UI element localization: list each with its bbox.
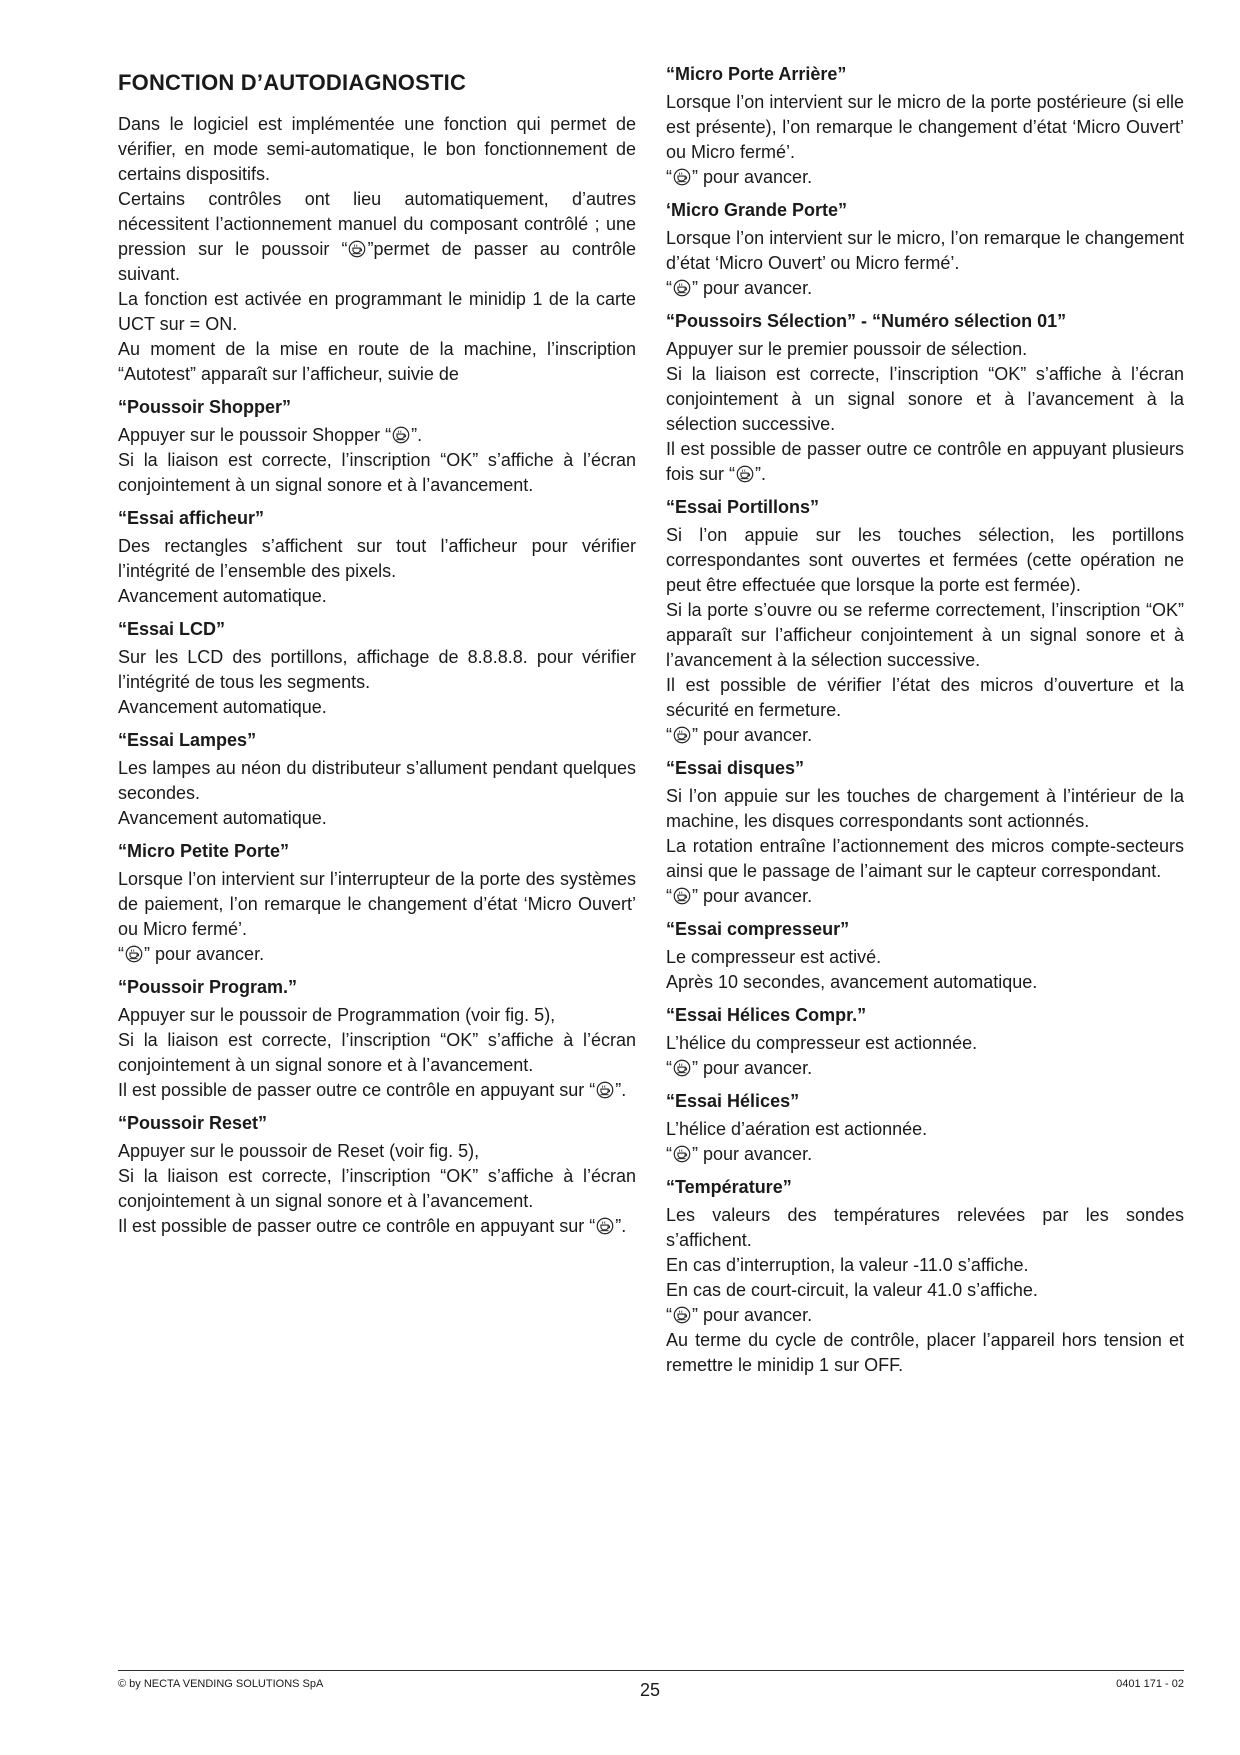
left-sections	[118, 112, 636, 1239]
footer-copyright: © by NECTA VENDING SOLUTIONS SpA	[118, 1678, 324, 1690]
paragraph-text: Avancement automatique.	[118, 808, 327, 828]
paragraph-text: L’hélice d’aération est actionnée.	[666, 1119, 928, 1139]
paragraph	[118, 423, 636, 448]
coffee-cup-button-icon	[673, 726, 691, 744]
page-number: 25	[639, 1680, 661, 1700]
section	[118, 395, 636, 498]
paragraph-text: “	[666, 278, 672, 298]
paragraph-text: ” pour avancer.	[692, 725, 813, 745]
paragraph-text: ” pour avancer.	[144, 944, 265, 964]
paragraph	[666, 723, 1184, 748]
coffee-cup-button-icon	[596, 1217, 614, 1235]
section-heading: “Essai Hélices”	[666, 1091, 800, 1111]
section-heading: ‘Micro Grande Porte”	[666, 200, 848, 220]
paragraph	[666, 884, 1184, 909]
paragraph	[666, 1031, 1184, 1056]
footer-divider	[118, 1670, 1184, 1671]
paragraph	[118, 1214, 636, 1239]
section-heading: “Essai LCD”	[118, 619, 226, 639]
paragraph-text: En cas d’interruption, la valeur -11.0 s’affiche.	[666, 1255, 1029, 1275]
paragraph	[118, 867, 636, 942]
paragraph	[666, 1203, 1184, 1253]
coffee-cup-button-icon	[596, 1081, 614, 1099]
paragraph-text: Appuyer sur le poussoir de Programmation (voir fig. 5),	[118, 1005, 556, 1025]
paragraph-text: Si la liaison est correcte, l’inscription “OK” s’affiche à l’écran conjointement à un signal sonore et à l’avancement à la sélection successive.	[666, 364, 1184, 434]
paragraph-text: ”.	[411, 425, 423, 445]
paragraph	[666, 276, 1184, 301]
section	[666, 756, 1184, 909]
section	[666, 1175, 1184, 1378]
paragraph-text: Au terme du cycle de contrôle, placer l’appareil hors tension et remettre le minidip 1 sur OFF.	[666, 1330, 1184, 1375]
paragraph-text: “	[666, 167, 672, 187]
paragraph	[118, 645, 636, 695]
section-heading: “Poussoir Shopper”	[118, 397, 292, 417]
section-heading: “Essai afficheur”	[118, 508, 265, 528]
paragraph-text: Certains contrôles ont lieu automatiquement, d’autres nécessitent l’actionnement manuel du composant contrôlé ; une pression sur le poussoir “	[118, 189, 636, 259]
section	[666, 1003, 1184, 1081]
paragraph-text: Sur les LCD des portillons, affichage de 8.8.8.8. pour vérifier l’intégrité de tous les segments.	[118, 647, 636, 692]
paragraph	[118, 534, 636, 584]
section	[118, 617, 636, 720]
paragraph-text: Il est possible de passer outre ce contrôle en appuyant sur “	[118, 1080, 596, 1100]
paragraph-text: “	[666, 1144, 672, 1164]
paragraph	[118, 1139, 636, 1164]
paragraph-text: La rotation entraîne l’actionnement des micros compte-secteurs ainsi que le passage de l’aimant sur le capteur correspondant.	[666, 836, 1184, 881]
page-title: FONCTION D’AUTODIAGNOSTIC	[118, 70, 467, 95]
paragraph-text: Avancement automatique.	[118, 697, 327, 717]
paragraph	[666, 970, 1184, 995]
paragraph	[666, 673, 1184, 723]
section-heading: “Température”	[666, 1177, 792, 1197]
paragraph	[118, 112, 636, 187]
paragraph-text: Lorsque l’on intervient sur l’interrupteur de la porte des systèmes de paiement, l’on remarque le changement d’état ‘Micro Ouvert’ ou Micro fermé’.	[118, 869, 636, 939]
section	[666, 917, 1184, 995]
paragraph	[118, 1164, 636, 1214]
paragraph	[666, 1253, 1184, 1278]
right-column	[666, 62, 1184, 1386]
paragraph	[666, 945, 1184, 970]
paragraph	[666, 437, 1184, 487]
paragraph-text: ” pour avancer.	[692, 167, 813, 187]
section	[666, 309, 1184, 487]
paragraph	[666, 523, 1184, 598]
paragraph-text: Appuyer sur le premier poussoir de sélection.	[666, 339, 1028, 359]
paragraph	[666, 1117, 1184, 1142]
paragraph	[118, 756, 636, 806]
paragraph-text: Des rectangles s’affichent sur tout l’afficheur pour vérifier l’intégrité de l’ensemble des pixels.	[118, 536, 636, 581]
coffee-cup-button-icon	[673, 279, 691, 297]
paragraph-text: Le compresseur est activé.	[666, 947, 882, 967]
paragraph-text: ”.	[615, 1216, 627, 1236]
section	[666, 62, 1184, 190]
paragraph-text: Lorsque l’on intervient sur le micro de la porte postérieure (si elle est présente), l’on remarque le changement d’état ‘Micro Ouvert’ ou Micro fermé’.	[666, 92, 1184, 162]
paragraph	[666, 362, 1184, 437]
coffee-cup-button-icon	[673, 1145, 691, 1163]
coffee-cup-button-icon	[673, 887, 691, 905]
paragraph	[118, 1003, 636, 1028]
paragraph-text: Il est possible de vérifier l’état des micros d’ouverture et la sécurité en fermeture.	[666, 675, 1184, 720]
document-code: 0401 171 - 02	[1116, 1678, 1184, 1690]
section	[118, 975, 636, 1103]
section-heading: “Poussoir Reset”	[118, 1113, 268, 1133]
section	[118, 728, 636, 831]
paragraph	[118, 584, 636, 609]
paragraph-text: Si la liaison est correcte, l’inscription “OK” s’affiche à l’écran conjointement à un signal sonore et à l’avancement.	[118, 1166, 636, 1211]
coffee-cup-button-icon	[392, 426, 410, 444]
coffee-cup-button-icon	[673, 1059, 691, 1077]
paragraph-text: ”.	[755, 464, 767, 484]
paragraph-text: Dans le logiciel est implémentée une fonction qui permet de vérifier, en mode semi-automatique, le bon fonctionnement de certains dispositifs.	[118, 114, 636, 184]
section	[666, 495, 1184, 748]
paragraph-text: “	[118, 944, 124, 964]
section-heading: “Poussoir Program.”	[118, 977, 298, 997]
paragraph-text: Si la porte s’ouvre ou se referme correctement, l’inscription “OK” apparaît sur l’afficheur conjointement à un signal sonore et à l’avancement à la sélection successive.	[666, 600, 1184, 670]
paragraph	[666, 598, 1184, 673]
section-heading: “Essai Hélices Compr.”	[666, 1005, 867, 1025]
paragraph-text: La fonction est activée en programmant le minidip 1 de la carte UCT sur = ON.	[118, 289, 636, 334]
paragraph	[666, 90, 1184, 165]
paragraph	[666, 834, 1184, 884]
paragraph-text: ”.	[615, 1080, 627, 1100]
paragraph-text: ” pour avancer.	[692, 1305, 813, 1325]
section-heading: “Essai compresseur”	[666, 919, 850, 939]
paragraph-text: Appuyer sur le poussoir Shopper “	[118, 425, 392, 445]
paragraph	[666, 1328, 1184, 1378]
paragraph-text: “	[666, 886, 672, 906]
paragraph-text: ” pour avancer.	[692, 278, 813, 298]
paragraph-text: “	[666, 1305, 672, 1325]
paragraph	[118, 806, 636, 831]
section-heading: “Micro Porte Arrière”	[666, 64, 847, 84]
coffee-cup-button-icon	[348, 240, 366, 258]
right-sections	[666, 62, 1184, 1378]
paragraph-text: Les lampes au néon du distributeur s’allument pendant quelques secondes.	[118, 758, 636, 803]
paragraph-text: Après 10 secondes, avancement automatique.	[666, 972, 1038, 992]
paragraph	[118, 1078, 636, 1103]
coffee-cup-button-icon	[125, 945, 143, 963]
section-heading: “Essai Lampes”	[118, 730, 257, 750]
paragraph-text: “	[666, 1058, 672, 1078]
paragraph-text: ”permet de passer au contrôle suivant.	[118, 239, 636, 284]
section	[118, 506, 636, 609]
paragraph	[666, 337, 1184, 362]
paragraph-text: Lorsque l’on intervient sur le micro, l’on remarque le changement d’état ‘Micro Ouvert’ ou Micro fermé’.	[666, 228, 1184, 273]
section-heading: “Poussoirs Sélection” - “Numéro sélection 01”	[666, 311, 1067, 331]
paragraph	[666, 784, 1184, 834]
paragraph	[118, 1028, 636, 1078]
paragraph-text: Si l’on appuie sur les touches sélection, les portillons correspondantes sont ouvertes et fermées (cette opération ne peut être effectuée que lorsque la porte est fermée).	[666, 525, 1184, 595]
paragraph	[118, 695, 636, 720]
paragraph-text: Les valeurs des températures relevées par les sondes s’affichent.	[666, 1205, 1184, 1250]
paragraph	[118, 287, 636, 337]
paragraph-text: Si la liaison est correcte, l’inscription “OK” s’affiche à l’écran conjointement à un signal sonore et à l’avancement.	[118, 450, 636, 495]
left-column	[118, 62, 636, 1247]
paragraph	[666, 165, 1184, 190]
paragraph-text: Appuyer sur le poussoir de Reset (voir fig. 5),	[118, 1141, 480, 1161]
paragraph	[118, 942, 636, 967]
paragraph	[118, 187, 636, 287]
section	[666, 1089, 1184, 1167]
section	[118, 1111, 636, 1239]
paragraph-text: ” pour avancer.	[692, 1144, 813, 1164]
section-heading: “Essai Portillons”	[666, 497, 820, 517]
paragraph	[666, 226, 1184, 276]
paragraph	[118, 448, 636, 498]
paragraph-text: En cas de court-circuit, la valeur 41.0 s’affiche.	[666, 1280, 1038, 1300]
paragraph	[666, 1303, 1184, 1328]
section	[118, 839, 636, 967]
paragraph-text: “	[666, 725, 672, 745]
paragraph	[666, 1278, 1184, 1303]
paragraph-text: Avancement automatique.	[118, 586, 327, 606]
paragraph-text: L’hélice du compresseur est actionnée.	[666, 1033, 978, 1053]
paragraph-text: ” pour avancer.	[692, 1058, 813, 1078]
coffee-cup-button-icon	[736, 465, 754, 483]
section-heading: “Micro Petite Porte”	[118, 841, 290, 861]
section	[118, 112, 636, 387]
paragraph	[666, 1056, 1184, 1081]
paragraph-text: Il est possible de passer outre ce contrôle en appuyant plusieurs fois sur “	[666, 439, 1184, 484]
section	[666, 198, 1184, 301]
paragraph	[118, 337, 636, 387]
paragraph	[666, 1142, 1184, 1167]
paragraph-text: Au moment de la mise en route de la machine, l’inscription “Autotest” apparaît sur l’afficheur, suivie de	[118, 339, 636, 384]
paragraph-text: ” pour avancer.	[692, 886, 813, 906]
paragraph-text: Il est possible de passer outre ce contrôle en appuyant sur “	[118, 1216, 596, 1236]
coffee-cup-button-icon	[673, 168, 691, 186]
coffee-cup-button-icon	[673, 1306, 691, 1324]
section-heading: “Essai disques”	[666, 758, 805, 778]
paragraph-text: Si la liaison est correcte, l’inscription “OK” s’affiche à l’écran conjointement à un signal sonore et à l’avancement.	[118, 1030, 636, 1075]
paragraph-text: Si l’on appuie sur les touches de chargement à l’intérieur de la machine, les disques correspondants sont actionnés.	[666, 786, 1184, 831]
